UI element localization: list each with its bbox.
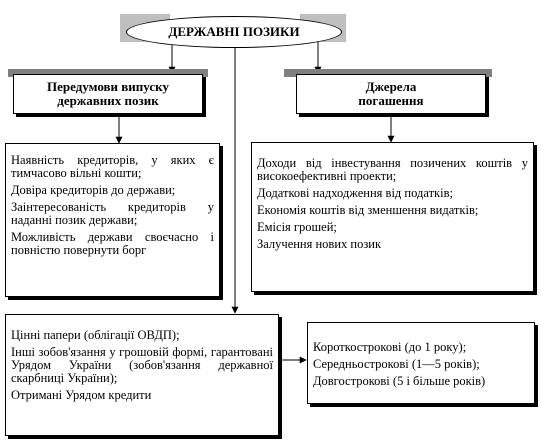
prerequisites-title-line1: Передумови випуску	[47, 79, 169, 94]
forms-list	[5, 314, 279, 436]
list-item: Додаткові надходження від податків;	[257, 186, 453, 200]
list-item: Цінні папери (облігації ОВДП);	[11, 328, 180, 342]
list-item: Середньострокові (1—5 років);	[313, 357, 480, 371]
terms-list	[307, 322, 535, 404]
sources-list	[251, 142, 534, 292]
list-item: Емісія грошей;	[257, 220, 337, 234]
sources-title-line2: погашення	[358, 93, 424, 108]
prerequisites-title-line2: державних позик	[57, 93, 159, 108]
list-item: Економія коштів від зменшення видатків;	[257, 203, 479, 217]
list-item: Доходи від інвестування позичених коштів у високоефективні проекти;	[257, 156, 528, 183]
list-item: Залучення нових позик	[257, 237, 382, 251]
list-item: Можливість держави своєчасно і повністю повернути борг	[11, 230, 214, 257]
root-node	[126, 16, 342, 48]
list-item: Заінтересованість кредиторів у наданні позик держави;	[11, 200, 214, 227]
list-item: Отримані Урядом кредити	[11, 388, 152, 402]
list-item: Довгострокові (5 і більше років)	[313, 374, 486, 388]
prerequisites-list	[5, 143, 220, 297]
list-item: Довіра кредиторів до держави;	[11, 183, 176, 197]
root-title: ДЕРЖАВНІ ПОЗИКИ	[168, 24, 300, 39]
sources-title-line1: Джерела	[365, 79, 417, 94]
list-item: Короткострокові (до 1 року);	[313, 340, 467, 354]
prerequisites-header	[13, 74, 203, 114]
sources-header	[296, 74, 486, 114]
list-item: Наявність кредиторів, у яких є тимчасово вільні кошти;	[11, 153, 214, 180]
list-item: Інші зобов'язання у грошовій формі, гарантовані Урядом України (зобов'язання державної скарбниці України);	[11, 345, 273, 385]
